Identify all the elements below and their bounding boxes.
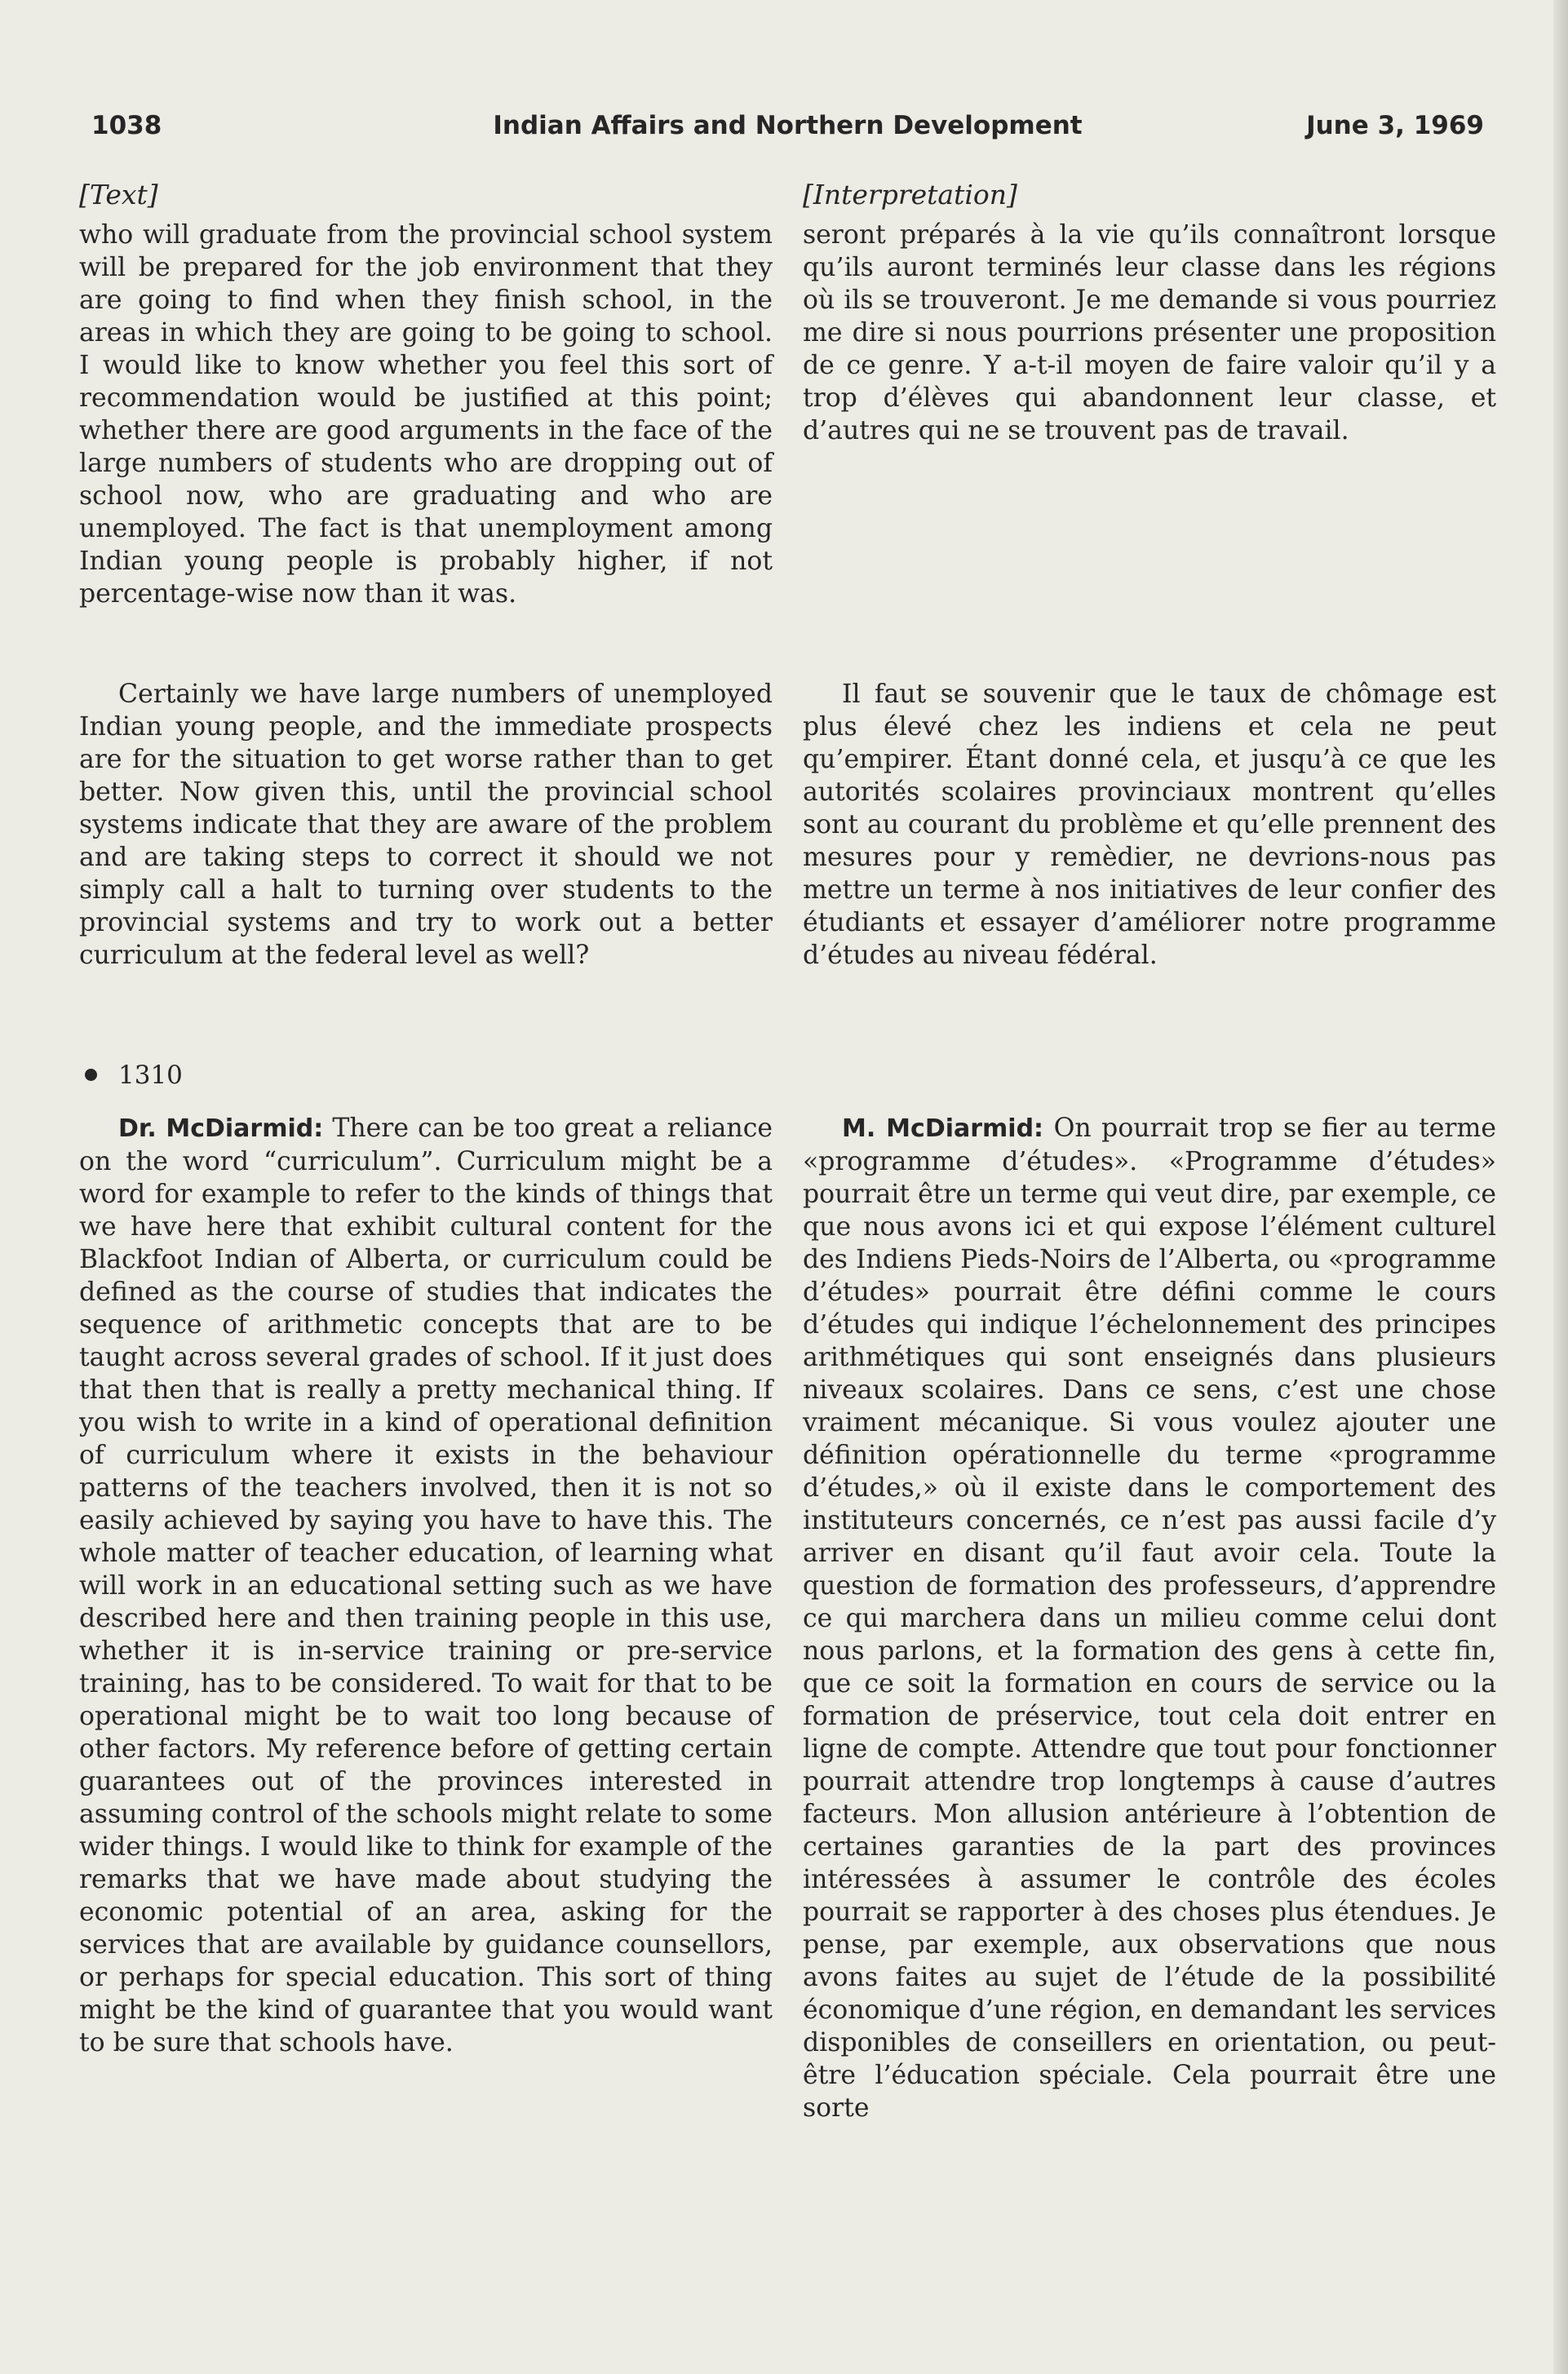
paragraph-text: On pourrait trop se fier au terme «programme d’études». «Programme d’études» pourrait être un terme qui veut dire, par exemple, ce que nous avons ici et qui expose l’élément culturel des Indiens Pieds-Noirs de l’Alberta, ou «programme d’études» pourrait être défini comme le cours d’études qui indique l’échelonnement des principes arithmétiques qui sont enseignés dans plusieurs niveaux scolaires. Dans ce sens, c’est une chose vraiment mécanique. Si vous voulez ajouter une définition opérationnelle du terme «programme d’études,» où il existe dans le comportement des instituteurs concernés, ce n’est pas aussi facile d’y arriver en disant qu’il faut avoir cela. Toute la question de formation des professeurs, d’apprendre ce qui marchera dans un milieu comme celui dont nous parlons, et la formation des gens à cette fin, que ce soit la formation en cours de service ou la formation de préservice, tout cela doit entrer en ligne de compte. Attendre que tout pour fonctionner pourrait attendre trop longtemps à cause d’autres facteurs. Mon allusion antérieure à l’obtention de certaines garanties de la part des provinces intéressées à assumer le contrôle des écoles pourrait se rapporter à des choses plus étendues. Je pense, par exemple, aux observations que nous avons faites au sujet de l’étude de la possibilité économique d’une région, en demandant les services disponibles de conseillers en orientation, ou peut-être l’éducation spéciale. Cela pourrait être une sorte	[803, 1114, 1496, 2123]
time-marker-value: 1310	[118, 1061, 183, 1090]
speaker-name: M. McDiarmid:	[842, 1114, 1044, 1143]
paragraph-text: seront préparés à la vie qu’ils connaîtront lorsque qu’ils auront terminés leur classe dans les régions où ils se trouveront. Je me demande si vous pourriez me dire si nous pourrions présenter une proposition de ce genre. Y a-t-il moyen de faire valoir qu’il y a trop d’élèves qui abandonnent leur classe, et d’autres qui ne se trouvent pas de travail.	[803, 220, 1496, 445]
speaker-name: Dr. McDiarmid:	[118, 1114, 324, 1143]
english-paragraph-2	[79, 678, 773, 972]
paragraph-text: Il faut se souvenir que le taux de chômage est plus élevé chez les indiens et cela ne peut qu’empirer. Étant donné cela, et jusqu’à ce que les autorités scolaires provinciaux montrent qu’elles sont au courant du problème et qu’elle prennent des mesures pour y remèdier, ne devrions-nous pas mettre un terme à nos initiatives de leur confier des étudiants et essayer d’améliorer notre programme d’études au niveau fédéral.	[803, 680, 1496, 970]
english-paragraph-3	[79, 1112, 773, 2059]
english-paragraph-1	[79, 219, 773, 610]
paragraph-with-speaker	[803, 1112, 1496, 2124]
interpretation-label: [Interpretation]	[803, 179, 1017, 210]
page-number: 1038	[91, 111, 162, 140]
right-column-label-block	[803, 179, 1496, 211]
paragraph-text: There can be too great a reliance on the word “curriculum”. Curriculum might be a word for example to refer to the kinds of things that we have here that exhibit cultural content for the Blackfoot Indian of Alberta, or curriculum could be defined as the course of studies that indicates the sequence of arithmetic concepts that are to be taught across several grades of school. If it just does that then that is really a pretty mechanical thing. If you wish to write in a kind of operational definition of curriculum where it exists in the behaviour patterns of the teachers involved, then it is not so easily achieved by saying you have to have this. The whole matter of teacher education, of learning what will work in an educational setting such as we have described here and then training people in this use, whether it is in-service training or pre-service training, has to be considered. To wait for that to be operational might be to wait too long because of other factors. My reference before of getting certain guarantees out of the provinces interested in assuming control of the schools might relate to some wider things. I would like to think for example of the remarks that we have made about studying the economic potential of an area, asking for the services that are available by guidance counsellors, or perhaps for special education. This sort of thing might be the kind of guarantee that you would want to be sure that schools have.	[79, 1114, 773, 2057]
french-paragraph-1	[803, 219, 1496, 447]
text-label: [Text]	[79, 179, 158, 210]
french-paragraph-3	[803, 1112, 1496, 2124]
publication-title: Indian Affairs and Northern Development	[493, 111, 1083, 140]
running-header	[91, 111, 1484, 147]
paragraph-text: Certainly we have large numbers of unemployed Indian young people, and the immediate prospects are for the situation to get worse rather than to get better. Now given this, until the provincial school systems indicate that they are aware of the problem and are taking steps to correct it should we not simply call a halt to turning over students to the provincial systems and try to work out a better curriculum at the federal level as well?	[79, 680, 773, 970]
page-date: June 3, 1969	[1306, 111, 1484, 140]
paragraph-text: who will graduate from the provincial school system will be prepared for the job environment that they are going to find when they finish school, in the areas in which they are going to be going to school. I would like to know whether you feel this sort of recommendation would be justified at this point; whether there are good arguments in the face of the large numbers of students who are dropping out of school now, who are graduating and who are unemployed. The fact is that unemployment among Indian young people is probably higher, if not percentage-wise now than it was.	[79, 220, 773, 609]
paragraph-with-speaker	[79, 1112, 773, 2059]
page-spine-shadow	[1553, 0, 1568, 2374]
left-column-label-block	[79, 179, 773, 211]
time-marker	[85, 1059, 183, 1092]
bullet-icon	[85, 1069, 97, 1081]
french-paragraph-2	[803, 678, 1496, 972]
